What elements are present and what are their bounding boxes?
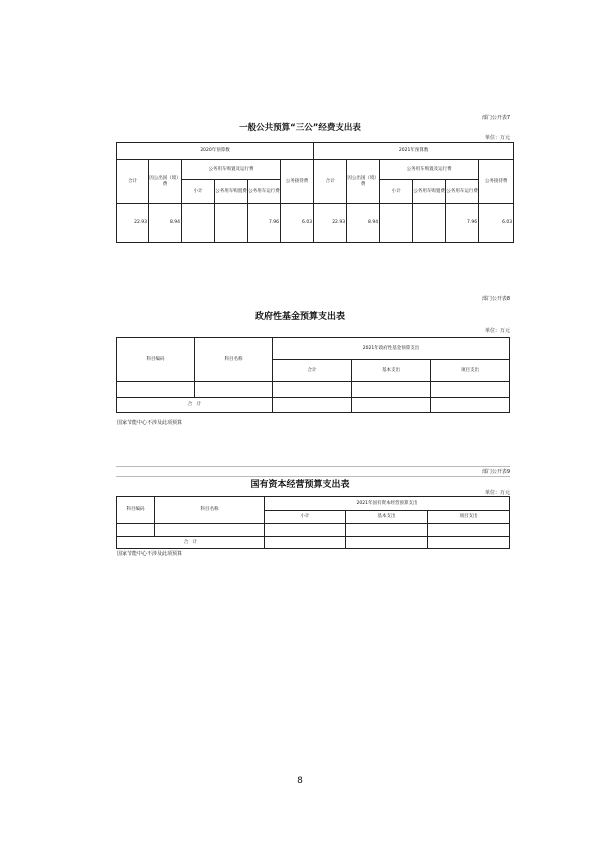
header-subject-code: 科目编码	[117, 497, 155, 524]
header-reception-2020: 公务接待费	[281, 160, 314, 204]
header-subtotal-2020: 小计	[182, 180, 215, 204]
empty-cell	[428, 524, 510, 537]
empty-cell	[117, 382, 195, 398]
header-abroad-2021: 因公出国（境）费	[347, 160, 380, 204]
year-2021-header: 2021年预算数	[314, 143, 514, 160]
empty-cell	[273, 398, 352, 413]
value-total-2021: 22.93	[314, 204, 347, 243]
table3-note: 国家节能中心不涉及此项预算	[117, 551, 183, 557]
empty-cell	[431, 398, 510, 413]
value-operation-2021: 7.96	[446, 204, 479, 243]
empty-cell	[428, 537, 510, 549]
sum-row	[117, 398, 510, 413]
value-operation-2020: 7.96	[248, 204, 281, 243]
table1-title: 一般公共预算“三公”经费支出表	[239, 123, 361, 133]
table1-ref: 部门公开表7	[481, 115, 510, 121]
sum-label: 合 计	[117, 398, 273, 413]
table2-ref: 部门公开表8	[481, 296, 510, 302]
header-subtotal-2021: 小计	[380, 180, 413, 204]
value-abroad-2021: 8.94	[347, 204, 380, 243]
header-vehicle-2021: 公务用车购置及运行费	[380, 160, 479, 180]
value-subtotal-2021	[380, 204, 413, 243]
value-total-2020: 22.93	[117, 204, 149, 243]
table2-title: 政府性基金预算支出表	[254, 312, 345, 322]
table3-title: 国有资本经营预算支出表	[250, 480, 350, 490]
value-subtotal-2020	[182, 204, 215, 243]
header-total-2021: 合计	[314, 160, 347, 204]
empty-cell	[273, 382, 352, 398]
three-public-expenses-table	[116, 142, 514, 243]
header-purchase-2021: 公务用车购置费	[413, 180, 446, 204]
empty-cell	[352, 382, 431, 398]
table-row	[117, 382, 510, 398]
header-capital-expenditure: 2021年国有资本经营预算支出	[265, 497, 510, 511]
empty-cell	[265, 537, 346, 549]
table-row	[117, 524, 510, 537]
empty-cell	[195, 382, 273, 398]
header-subject-code: 科目编码	[117, 338, 195, 382]
header-vehicle-2020: 公务用车购置及运行费	[182, 160, 281, 180]
header-project: 项目支出	[428, 511, 510, 524]
header-operation-2021: 公务用车运行费	[446, 180, 479, 204]
empty-cell	[155, 524, 265, 537]
sum-label: 合 计	[117, 537, 265, 549]
header-basic: 基本支出	[352, 360, 431, 382]
table2-unit: 单位：万元	[484, 328, 510, 334]
table1-unit: 单位：万元	[484, 135, 510, 141]
empty-cell	[346, 537, 428, 549]
value-reception-2021: 6.03	[479, 204, 514, 243]
header-project: 项目支出	[431, 360, 510, 382]
year-2020-header: 2020年预算数	[117, 143, 314, 160]
government-fund-table	[116, 337, 510, 413]
value-abroad-2020: 8.94	[149, 204, 182, 243]
empty-cell	[346, 524, 428, 537]
header-operation-2020: 公务用车运行费	[248, 180, 281, 204]
empty-cell	[117, 524, 155, 537]
table3-unit: 单位：万元	[484, 490, 510, 496]
page-number: 8	[297, 776, 303, 786]
header-subject-name: 科目名称	[195, 338, 273, 382]
header-fund-expenditure: 2021年政府性基金预算支出	[273, 338, 510, 360]
header-subject-name: 科目名称	[155, 497, 265, 524]
value-reception-2020: 6.03	[281, 204, 314, 243]
table3-ref: 部门公开表9	[481, 469, 510, 475]
header-basic: 基本支出	[346, 511, 428, 524]
header-purchase-2020: 公务用车购置费	[215, 180, 248, 204]
header-total: 合计	[273, 360, 352, 382]
value-purchase-2020	[215, 204, 248, 243]
header-total-2020: 合计	[117, 160, 149, 204]
value-purchase-2021	[413, 204, 446, 243]
empty-cell	[431, 382, 510, 398]
table-row	[117, 204, 514, 243]
header-reception-2021: 公务接待费	[479, 160, 514, 204]
header-abroad-2020: 因公出国（境）费	[149, 160, 182, 204]
sum-row	[117, 537, 510, 549]
header-subtotal: 小计	[265, 511, 346, 524]
empty-cell	[265, 524, 346, 537]
state-capital-table	[116, 496, 510, 549]
table2-note: 国家节能中心不涉及此项预算	[117, 420, 183, 426]
empty-cell	[352, 398, 431, 413]
